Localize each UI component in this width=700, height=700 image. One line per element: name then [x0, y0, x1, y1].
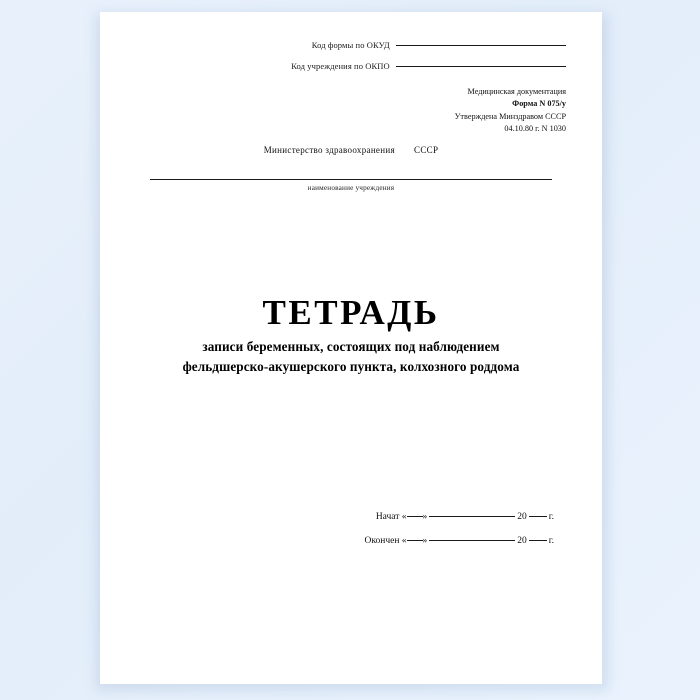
title-block [100, 294, 602, 375]
meddoc-approved-by: Утверждена Минздравом СССР [454, 111, 566, 121]
finished-quote-close: » [422, 536, 428, 546]
institution-caption: наименование учреждения [307, 184, 395, 192]
finished-year-prefix: 20 [517, 536, 527, 546]
started-quote-close: » [422, 512, 428, 522]
started-year-suffix: г. [548, 512, 554, 522]
country-label: СССР [414, 145, 439, 155]
started-year-field[interactable] [529, 515, 547, 517]
finished-date-row [365, 536, 554, 546]
started-month-field[interactable] [429, 515, 515, 517]
finished-year-field[interactable] [529, 539, 547, 541]
okud-code-label: Код формы по ОКУД [311, 40, 390, 50]
date-fields-block [365, 512, 554, 560]
okpo-code-row [100, 61, 566, 71]
started-day-field[interactable] [407, 515, 423, 517]
okpo-code-field[interactable] [396, 65, 566, 67]
institution-name-field[interactable] [150, 178, 552, 180]
okud-code-row [100, 40, 566, 50]
finished-day-field[interactable] [407, 539, 423, 541]
started-date-row [365, 512, 554, 522]
meddoc-approval-date: 04.10.80 г. N 1030 [504, 123, 566, 133]
subtitle-line-1: записи беременных, состоящих под наблюдением [202, 338, 500, 354]
meddoc-form-number: Форма N 075/у [512, 99, 566, 109]
started-year-prefix: 20 [517, 512, 527, 522]
subtitle-line-2: фельдшерско-акушерского пункта, колхозного роддома [182, 358, 520, 374]
page-title: ТЕТРАДЬ [262, 293, 440, 332]
started-label: Начат « [375, 512, 407, 522]
document-page [100, 12, 602, 684]
meddoc-line-1: Медицинская документация [467, 87, 566, 96]
ministry-line [100, 145, 602, 155]
finished-year-suffix: г. [548, 536, 554, 546]
finished-month-field[interactable] [429, 539, 515, 541]
medical-documentation-block [455, 86, 566, 135]
form-codes-block [100, 40, 602, 82]
institution-field-block [150, 178, 552, 192]
finished-label: Окончен « [364, 536, 407, 546]
okud-code-field[interactable] [396, 44, 566, 46]
ministry-label: Министерство здравоохранения [263, 145, 395, 155]
okpo-code-label: Код учреждения по ОКПО [291, 61, 390, 71]
